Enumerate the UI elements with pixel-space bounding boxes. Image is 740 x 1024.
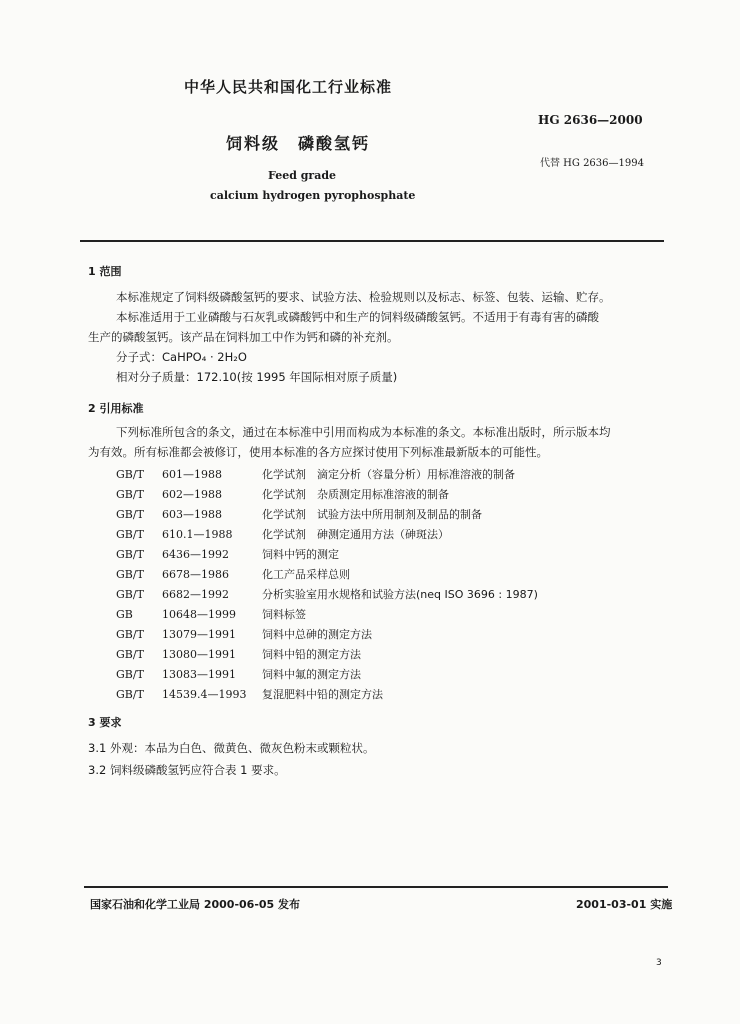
reference-code: GB/T (116, 628, 144, 641)
reference-title: 饲料中铅的测定方法 (262, 648, 361, 661)
reference-title: 化学试剂 砷测定通用方法（砷斑法） (262, 528, 449, 541)
reference-number: 6678—1986 (162, 568, 229, 581)
reference-code: GB/T (116, 688, 144, 701)
reference-item (116, 466, 515, 482)
scope-paragraph-1: 本标准规定了饲料级磷酸氢钙的要求、试验方法、检验规则以及标志、标签、包装、运输、贮存。 (116, 290, 611, 304)
reference-item (116, 606, 306, 622)
footer-divider (84, 886, 668, 888)
reference-number: 13079—1991 (162, 628, 236, 641)
section-heading-requirements: 3 要求 (88, 716, 122, 729)
reference-item (116, 566, 350, 582)
issue-statement: 国家石油和化学工业局 2000-06-05 发布 (90, 898, 301, 911)
issuing-category-title: 中华人民共和国化工行业标准 (184, 78, 393, 96)
reference-number: 13083—1991 (162, 668, 236, 681)
section-heading-scope: 1 范围 (88, 265, 122, 278)
reference-code: GB/T (116, 508, 144, 521)
reference-title: 分析实验室用水规格和试验方法(neq ISO 3696 : 1987) (262, 588, 538, 601)
page-number: 3 (656, 958, 662, 968)
reference-number: 10648—1999 (162, 608, 236, 621)
reference-code: GB/T (116, 488, 144, 501)
replaces-note: 代替 HG 2636—1994 (540, 158, 644, 169)
reference-title: 饲料中钙的测定 (262, 548, 339, 561)
reference-code: GB/T (116, 528, 144, 541)
reference-code: GB/T (116, 588, 144, 601)
reference-item (116, 626, 372, 642)
reference-title: 饲料标签 (262, 608, 306, 621)
molecular-mass: 相对分子质量：172.10(按 1995 年国际相对原子质量) (116, 370, 398, 384)
reference-title: 化学试剂 试验方法中所用制剂及制品的制备 (262, 508, 482, 521)
reference-title: 化学试剂 滴定分析（容量分析）用标准溶液的制备 (262, 468, 515, 481)
document-title-cn: 饲料级 磷酸氢钙 (226, 134, 371, 153)
document-title-en-line1: Feed grade (268, 169, 337, 182)
standard-code-text: HG 2636—2000 (538, 113, 643, 127)
reference-number: 601—1988 (162, 468, 222, 481)
reference-code: GB/T (116, 648, 144, 661)
reference-item (116, 666, 361, 682)
reference-item (116, 646, 361, 662)
reference-item (116, 546, 339, 562)
references-intro-a: 下列标准所包含的条文，通过在本标准中引用而构成为本标准的条文。本标准出版时，所示版本均 (116, 425, 611, 439)
reference-item (116, 586, 538, 602)
reference-number: 603—1988 (162, 508, 222, 521)
reference-number: 610.1—1988 (162, 528, 233, 541)
reference-number: 6682—1992 (162, 588, 229, 601)
reference-number: 6436—1992 (162, 548, 229, 561)
reference-title: 化学试剂 杂质测定用标准溶液的制备 (262, 488, 449, 501)
reference-title: 复混肥料中铅的测定方法 (262, 688, 383, 701)
scope-paragraph-2a: 本标准适用于工业磷酸与石灰乳或磷酸钙中和生产的饲料级磷酸氢钙。不适用于有毒有害的磷酸 (116, 310, 599, 324)
effective-date: 2001-03-01 实施 (576, 898, 673, 911)
header-divider (80, 240, 664, 242)
reference-code: GB (116, 608, 133, 621)
references-intro-b: 为有效。所有标准都会被修订，使用本标准的各方应探讨使用下列标准最新版本的可能性。 (88, 445, 548, 459)
reference-code: GB/T (116, 548, 144, 561)
reference-item (116, 506, 482, 522)
reference-code: GB/T (116, 568, 144, 581)
reference-number: 13080—1991 (162, 648, 236, 661)
reference-number: 602—1988 (162, 488, 222, 501)
reference-item (116, 526, 449, 542)
reference-number: 14539.4—1993 (162, 688, 247, 701)
document-title-en-line2: calcium hydrogen pyrophosphate (210, 189, 416, 202)
reference-item (116, 686, 383, 702)
reference-title: 饲料中氟的测定方法 (262, 668, 361, 681)
reference-title: 化工产品采样总则 (262, 568, 350, 581)
molecular-formula: 分子式：CaHPO₄ · 2H₂O (116, 350, 247, 364)
reference-code: GB/T (116, 468, 144, 481)
reference-code: GB/T (116, 668, 144, 681)
reference-item (116, 486, 449, 502)
scope-paragraph-2b: 生产的磷酸氢钙。该产品在饲料加工中作为钙和磷的补充剂。 (88, 330, 399, 344)
reference-title: 饲料中总砷的测定方法 (262, 628, 372, 641)
standard-code (538, 113, 643, 127)
requirement-3-2: 3.2 饲料级磷酸氢钙应符合表 1 要求。 (88, 763, 286, 777)
section-heading-references: 2 引用标准 (88, 402, 144, 415)
requirement-3-1: 3.1 外观：本品为白色、微黄色、微灰色粉末或颗粒状。 (88, 741, 375, 755)
